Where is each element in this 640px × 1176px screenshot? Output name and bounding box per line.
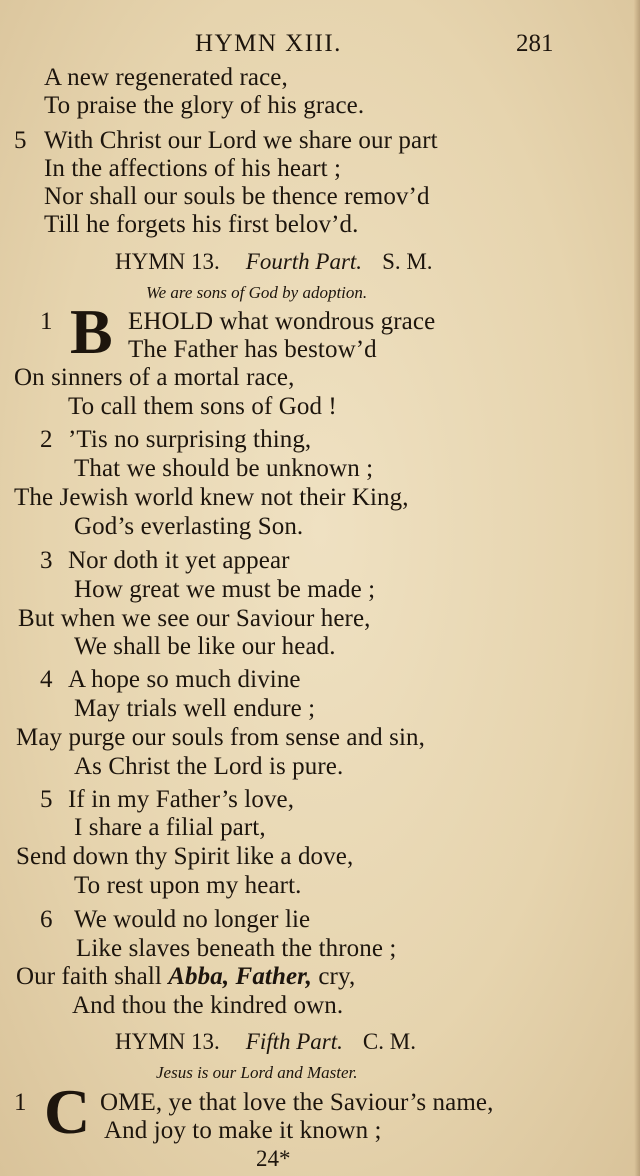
stanza-number: 5 (14, 127, 27, 154)
verse-line: To rest upon my heart. (74, 872, 302, 899)
verse-text: cry, (318, 963, 356, 990)
verse-line: The Father has bestow’d (128, 336, 377, 363)
hymn-part: Fifth Part. (245, 1029, 343, 1054)
verse-emphasis: Abba, Father, (168, 963, 312, 990)
hymn-subtitle: We are sons of God by adoption. (146, 283, 368, 302)
drop-cap: C (44, 1076, 91, 1147)
stanza-number: 2 (40, 426, 53, 453)
verse-line: With Christ our Lord we share our part (44, 127, 438, 154)
verse-line: Like slaves beneath the throne ; (76, 935, 397, 962)
page-edge (634, 0, 640, 1176)
stanza-number: 4 (40, 666, 53, 693)
running-head-title: HYMN XIII. (195, 30, 342, 57)
hymn-label: HYMN 13. (115, 1029, 220, 1054)
verse-line: And thou the kindred own. (72, 992, 344, 1019)
verse-line: Nor shall our souls be thence remov’d (44, 183, 430, 210)
hymn-subtitle: Jesus is our Lord and Master. (156, 1063, 358, 1082)
signature-mark: 24* (256, 1146, 291, 1171)
verse-line: OME, ye that love the Saviour’s name, (100, 1089, 494, 1116)
verse-line: To call them sons of God ! (68, 393, 337, 420)
verse-line: As Christ the Lord is pure. (74, 753, 344, 780)
verse-line: May purge our souls from sense and sin, (16, 724, 425, 751)
verse-text: Our faith shall (16, 963, 162, 990)
verse-line: EHOLD what wondrous grace (128, 308, 436, 335)
verse-line: A new regenerated race, (44, 64, 288, 91)
verse-line: How great we must be made ; (74, 576, 376, 603)
verse-line: We would no longer lie (74, 906, 311, 933)
verse-line: But when we see our Saviour here, (18, 605, 371, 632)
stanza-number: 6 (40, 906, 53, 933)
verse-line: A hope so much divine (68, 666, 301, 693)
verse-line: And joy to make it known ; (104, 1117, 382, 1144)
verse-line: God’s everlasting Son. (74, 513, 304, 540)
hymn-heading (115, 249, 433, 275)
verse-line: Send down thy Spirit like a dove, (16, 843, 354, 870)
stanza-number: 5 (40, 786, 53, 813)
verse-line: In the affections of his heart ; (44, 155, 342, 182)
verse-line: May trials well endure ; (74, 695, 316, 722)
page-number: 281 (516, 30, 554, 57)
verse-line: I share a filial part, (74, 814, 266, 841)
hymn-heading (115, 1029, 416, 1055)
stanza-number: 1 (14, 1089, 27, 1116)
verse-line (16, 963, 355, 991)
verse-line: The Jewish world knew not their King, (14, 484, 409, 511)
verse-line: Till he forgets his first belov’d. (44, 211, 359, 238)
stanza-number: 1 (40, 308, 53, 335)
verse-line: If in my Father’s love, (68, 786, 295, 813)
verse-line: That we should be unknown ; (74, 455, 374, 482)
hymn-meter: C. M. (362, 1029, 416, 1054)
verse-line: ’Tis no surprising thing, (68, 426, 312, 453)
verse-line: We shall be like our head. (74, 633, 336, 660)
hymn-part: Fourth Part. (245, 249, 363, 274)
stanza-number: 3 (40, 547, 53, 574)
hymn-meter: S. M. (382, 249, 433, 274)
verse-line: On sinners of a mortal race, (14, 364, 295, 391)
verse-line: Nor doth it yet appear (68, 547, 290, 574)
drop-cap: B (70, 296, 113, 367)
hymn-label: HYMN 13. (115, 249, 220, 274)
verse-line: To praise the glory of his grace. (44, 92, 365, 119)
